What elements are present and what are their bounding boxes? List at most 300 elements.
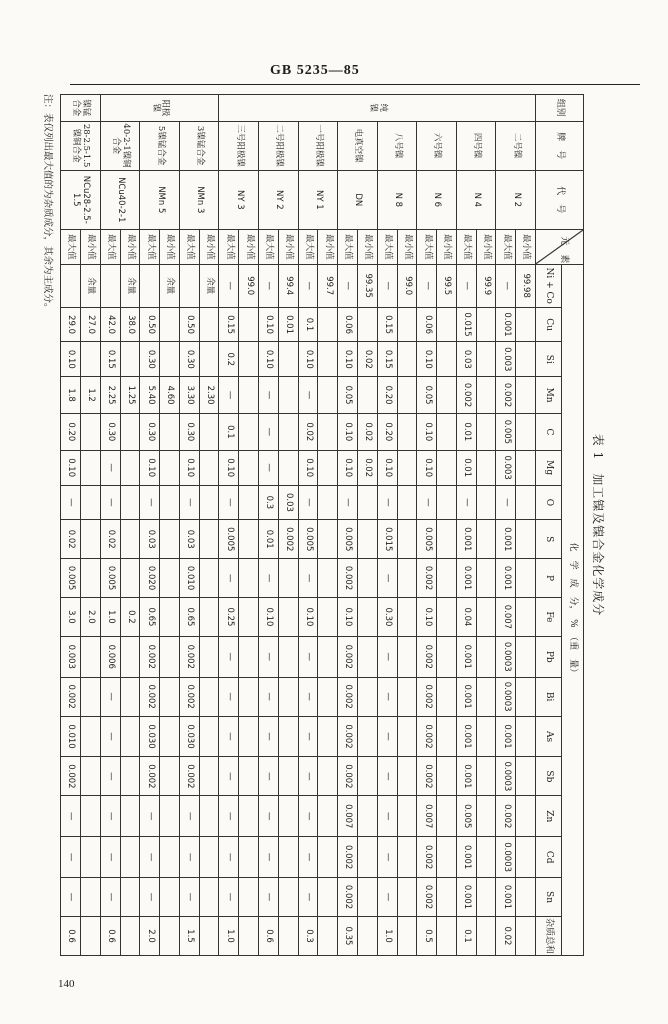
value-cell (81, 485, 101, 520)
value-cell (437, 916, 457, 955)
value-cell (160, 796, 180, 837)
value-cell (120, 450, 140, 485)
value-cell: — (496, 264, 516, 307)
value-cell: — (140, 837, 160, 878)
table-row (120, 95, 140, 956)
value-cell (437, 878, 457, 917)
value-cell (120, 837, 140, 878)
value-cell: 99.0 (239, 264, 259, 307)
column-header: C (536, 413, 562, 450)
table-caption: 表 1 加工镍及镍合金化学成分 (591, 433, 605, 617)
value-cell (239, 307, 259, 342)
value-cell: 0.001 (456, 520, 476, 559)
limit-label: 最小值 (81, 229, 101, 264)
value-cell (476, 377, 496, 414)
value-cell (278, 598, 298, 637)
value-cell (516, 307, 536, 342)
value-cell (239, 413, 259, 450)
value-cell: — (377, 636, 397, 677)
value-cell: — (377, 757, 397, 796)
value-cell (397, 837, 417, 878)
value-cell (81, 796, 101, 837)
code-cell: NY 1 (298, 170, 338, 229)
value-cell (437, 307, 457, 342)
value-cell (239, 342, 259, 377)
grade-cell: 40-2-1镍铜合金 (100, 121, 140, 170)
value-cell: 0.002 (140, 677, 160, 716)
value-cell: 0.020 (140, 559, 160, 598)
limit-label: 最小值 (120, 229, 140, 264)
value-cell: — (219, 677, 239, 716)
value-cell: 0.015 (377, 520, 397, 559)
value-cell: 0.001 (456, 559, 476, 598)
value-cell (199, 677, 219, 716)
value-cell (516, 520, 536, 559)
value-cell: 0.03 (140, 520, 160, 559)
value-cell: — (179, 485, 199, 520)
value-cell: 0.15 (100, 342, 120, 377)
value-cell: — (338, 264, 358, 307)
value-cell: — (219, 716, 239, 757)
value-cell: — (219, 636, 239, 677)
value-cell: — (219, 559, 239, 598)
value-cell (278, 757, 298, 796)
value-cell (397, 450, 417, 485)
value-cell: — (100, 677, 120, 716)
value-cell: — (100, 450, 120, 485)
value-cell (397, 796, 417, 837)
value-cell: — (219, 264, 239, 307)
value-cell: 0.10 (377, 450, 397, 485)
value-cell (278, 796, 298, 837)
value-cell (437, 377, 457, 414)
value-cell: 1.5 (179, 916, 199, 955)
value-cell: 0.002 (179, 636, 199, 677)
value-cell: 0.15 (219, 307, 239, 342)
value-cell: 0.25 (219, 598, 239, 637)
value-cell: 3.0 (61, 598, 81, 637)
value-cell: 0.010 (179, 559, 199, 598)
value-cell (437, 485, 457, 520)
value-cell: — (377, 716, 397, 757)
value-cell (318, 377, 338, 414)
code-cell: N 4 (456, 170, 496, 229)
value-cell: 0.002 (179, 757, 199, 796)
grade-cell: 四号镍 (456, 121, 496, 170)
value-cell (318, 450, 338, 485)
value-cell: 0.10 (417, 450, 437, 485)
value-cell: 0.002 (417, 878, 437, 917)
limit-label: 最小值 (278, 229, 298, 264)
limit-label: 最小值 (318, 229, 338, 264)
value-cell: — (496, 485, 516, 520)
code-cell: NCu28-2.5-1.5 (61, 170, 101, 229)
value-cell (476, 559, 496, 598)
value-cell (516, 677, 536, 716)
value-cell (120, 716, 140, 757)
value-cell (397, 598, 417, 637)
grade-cell: 一号阳极镍 (298, 121, 338, 170)
column-header: S (536, 520, 562, 559)
value-cell: 0.02 (61, 520, 81, 559)
value-cell (476, 307, 496, 342)
value-cell: — (377, 677, 397, 716)
value-cell: 0.002 (338, 559, 358, 598)
value-cell (160, 878, 180, 917)
value-cell (357, 636, 377, 677)
value-cell: 0.002 (417, 636, 437, 677)
value-cell (516, 485, 536, 520)
value-cell: — (259, 559, 279, 598)
value-cell: — (179, 837, 199, 878)
value-cell: 0.002 (417, 677, 437, 716)
value-cell (437, 342, 457, 377)
value-cell (160, 837, 180, 878)
grade-cell: 二号镍 (496, 121, 536, 170)
value-cell (239, 757, 259, 796)
code-cell: NY 3 (219, 170, 259, 229)
value-cell (239, 796, 259, 837)
limit-label: 最小值 (239, 229, 259, 264)
value-cell: 0.002 (496, 377, 516, 414)
value-cell: 0.10 (298, 450, 318, 485)
value-cell (476, 485, 496, 520)
value-cell (100, 264, 120, 307)
limit-label: 最大值 (496, 229, 516, 264)
table-row (239, 95, 259, 956)
value-cell: — (456, 485, 476, 520)
column-header: Zn (536, 796, 562, 837)
value-cell: 0.6 (61, 916, 81, 955)
value-cell: 0.002 (417, 559, 437, 598)
value-cell: — (219, 837, 239, 878)
value-cell: 0.10 (219, 450, 239, 485)
value-cell: 余量 (199, 264, 219, 307)
value-cell: — (219, 757, 239, 796)
value-cell: 0.001 (456, 716, 476, 757)
value-cell (160, 677, 180, 716)
value-cell (476, 520, 496, 559)
value-cell (278, 450, 298, 485)
value-cell: — (100, 757, 120, 796)
limit-label: 最大值 (417, 229, 437, 264)
value-cell (81, 878, 101, 917)
value-cell (397, 413, 417, 450)
value-cell (397, 916, 417, 955)
value-cell (318, 559, 338, 598)
value-cell (318, 757, 338, 796)
value-cell: — (61, 485, 81, 520)
value-cell (239, 636, 259, 677)
value-cell (516, 916, 536, 955)
value-cell: 0.01 (456, 450, 476, 485)
column-header: Si (536, 342, 562, 377)
value-cell: — (259, 413, 279, 450)
value-cell: 0.10 (259, 307, 279, 342)
value-cell: — (259, 837, 279, 878)
value-cell (120, 757, 140, 796)
value-cell: 0.10 (61, 450, 81, 485)
value-cell: 0.1 (219, 413, 239, 450)
value-cell (397, 716, 417, 757)
value-cell (357, 878, 377, 917)
value-cell: 0.30 (140, 413, 160, 450)
value-cell (397, 636, 417, 677)
value-cell (199, 450, 219, 485)
value-cell (476, 342, 496, 377)
value-cell (160, 342, 180, 377)
value-cell: — (298, 757, 318, 796)
code-cell: DN (338, 170, 378, 229)
value-cell: — (259, 450, 279, 485)
value-cell (318, 677, 338, 716)
value-cell: 3.30 (179, 377, 199, 414)
value-cell: 0.001 (496, 878, 516, 917)
limit-label: 最大值 (298, 229, 318, 264)
grade-cell: 三号阳极镍 (219, 121, 259, 170)
value-cell (318, 598, 338, 637)
value-cell (437, 636, 457, 677)
value-cell: — (298, 485, 318, 520)
column-header: Mg (536, 450, 562, 485)
value-cell (278, 559, 298, 598)
grade-cell: 电真空镍 (338, 121, 378, 170)
limit-label: 最大值 (259, 229, 279, 264)
value-cell (160, 757, 180, 796)
grade-cell: 二号阳极镍 (259, 121, 299, 170)
value-cell: — (259, 636, 279, 677)
value-cell: — (179, 796, 199, 837)
value-cell (179, 264, 199, 307)
value-cell: 0.20 (377, 377, 397, 414)
value-cell (318, 636, 338, 677)
value-cell: 0.10 (417, 342, 437, 377)
value-cell: 99.98 (516, 264, 536, 307)
value-cell: 0.02 (357, 413, 377, 450)
value-cell: 0.0003 (496, 757, 516, 796)
value-cell (278, 413, 298, 450)
value-cell: — (100, 837, 120, 878)
value-cell: 0.001 (496, 716, 516, 757)
value-cell: 4.60 (160, 377, 180, 414)
value-cell (239, 837, 259, 878)
value-cell (120, 413, 140, 450)
header-element (536, 229, 584, 264)
limit-label: 最大值 (100, 229, 120, 264)
value-cell: 0.10 (179, 450, 199, 485)
table-row (160, 95, 180, 956)
limit-label: 最大值 (456, 229, 476, 264)
value-cell: 0.3 (259, 485, 279, 520)
value-cell (397, 559, 417, 598)
value-cell (199, 598, 219, 637)
value-cell: 0.002 (179, 677, 199, 716)
value-cell: 余量 (120, 264, 140, 307)
grade-cell: 六号镍 (417, 121, 457, 170)
value-cell: — (61, 796, 81, 837)
value-cell (357, 520, 377, 559)
value-cell: — (298, 837, 318, 878)
value-cell: 0.005 (298, 520, 318, 559)
table-note: 注：表仅列出最大值的为杂质成分，其余为主成分。 (42, 94, 53, 313)
value-cell: 0.1 (456, 916, 476, 955)
table-row (476, 95, 496, 956)
value-cell: — (100, 796, 120, 837)
value-cell (476, 837, 496, 878)
value-cell: 0.10 (417, 598, 437, 637)
value-cell (81, 677, 101, 716)
value-cell: — (298, 796, 318, 837)
value-cell: 0.001 (456, 636, 476, 677)
value-cell: 0.002 (417, 716, 437, 757)
value-cell: 0.0003 (496, 677, 516, 716)
value-cell (397, 520, 417, 559)
column-header: Mn (536, 377, 562, 414)
value-cell (81, 413, 101, 450)
value-cell: — (259, 757, 279, 796)
value-cell: 0.15 (377, 342, 397, 377)
value-cell (278, 342, 298, 377)
value-cell: — (259, 377, 279, 414)
value-cell: 0.10 (259, 598, 279, 637)
grade-cell: 八号镍 (377, 121, 417, 170)
value-cell: 0.030 (179, 716, 199, 757)
value-cell (120, 677, 140, 716)
value-cell (160, 450, 180, 485)
value-cell (199, 837, 219, 878)
value-cell (81, 757, 101, 796)
value-cell: 0.10 (338, 342, 358, 377)
value-cell: — (100, 716, 120, 757)
column-header: Sn (536, 878, 562, 917)
value-cell (516, 342, 536, 377)
header-element-label: 元 素 (558, 236, 569, 264)
value-cell: 0.015 (456, 307, 476, 342)
value-cell: 1.0 (219, 916, 239, 955)
value-cell: 0.02 (298, 413, 318, 450)
value-cell: — (259, 264, 279, 307)
group-cell: 镍锰合金 (61, 95, 101, 122)
value-cell (437, 796, 457, 837)
value-cell (357, 716, 377, 757)
value-cell (199, 520, 219, 559)
limit-label: 最大值 (61, 229, 81, 264)
table-row (397, 95, 417, 956)
table-row (437, 95, 457, 956)
value-cell: 2.0 (81, 598, 101, 637)
value-cell: — (259, 716, 279, 757)
value-cell (278, 377, 298, 414)
value-cell: 0.001 (456, 837, 476, 878)
value-cell (81, 837, 101, 878)
value-cell: — (377, 878, 397, 917)
value-cell (318, 307, 338, 342)
value-cell: 0.002 (456, 377, 476, 414)
value-cell: 2.30 (199, 377, 219, 414)
value-cell: 27.0 (81, 307, 101, 342)
table-row (81, 95, 101, 956)
value-cell: 0.002 (338, 837, 358, 878)
value-cell (357, 796, 377, 837)
value-cell (397, 757, 417, 796)
value-cell (120, 796, 140, 837)
value-cell (199, 878, 219, 917)
value-cell: — (417, 264, 437, 307)
value-cell (476, 598, 496, 637)
value-cell (516, 559, 536, 598)
column-header: As (536, 716, 562, 757)
value-cell: 1.25 (120, 377, 140, 414)
table-row (278, 95, 298, 956)
value-cell: — (61, 837, 81, 878)
value-cell (318, 916, 338, 955)
value-cell (278, 677, 298, 716)
value-cell (239, 598, 259, 637)
value-cell: — (259, 878, 279, 917)
value-cell: 0.06 (417, 307, 437, 342)
value-cell: 0.30 (179, 342, 199, 377)
value-cell (318, 716, 338, 757)
value-cell (120, 520, 140, 559)
standard-code: GB 5235—85 (270, 63, 360, 78)
value-cell (81, 716, 101, 757)
value-cell (160, 413, 180, 450)
value-cell (160, 636, 180, 677)
value-cell: 0.005 (496, 413, 516, 450)
value-cell: 0.30 (179, 413, 199, 450)
value-cell (239, 716, 259, 757)
value-cell: 0.002 (496, 796, 516, 837)
value-cell: 1.8 (61, 377, 81, 414)
value-cell (120, 342, 140, 377)
value-cell: 0.006 (100, 636, 120, 677)
value-cell: 0.01 (259, 520, 279, 559)
limit-label: 最大值 (140, 229, 160, 264)
limit-label: 最小值 (397, 229, 417, 264)
value-cell: 0.005 (456, 796, 476, 837)
value-cell: 0.10 (338, 413, 358, 450)
value-cell: 0.10 (338, 598, 358, 637)
column-header: Fe (536, 598, 562, 637)
value-cell (397, 878, 417, 917)
column-header: Bi (536, 677, 562, 716)
grade-cell: 3镍锰合金 (179, 121, 219, 170)
value-cell: — (259, 677, 279, 716)
value-cell (516, 878, 536, 917)
code-cell: NCu40-2-1 (100, 170, 140, 229)
value-cell (81, 450, 101, 485)
value-cell: 2.0 (140, 916, 160, 955)
value-cell: 0.10 (338, 450, 358, 485)
limit-label: 最小值 (357, 229, 377, 264)
value-cell (199, 757, 219, 796)
value-cell (318, 520, 338, 559)
value-cell: — (100, 878, 120, 917)
value-cell: 0.003 (61, 636, 81, 677)
value-cell: 0.0003 (496, 636, 516, 677)
value-cell (516, 413, 536, 450)
value-cell (160, 559, 180, 598)
value-cell: 0.10 (140, 450, 160, 485)
value-cell: 0.01 (456, 413, 476, 450)
value-cell: 0.001 (496, 307, 516, 342)
value-cell: — (417, 485, 437, 520)
value-cell: 0.03 (456, 342, 476, 377)
value-cell: 余量 (81, 264, 101, 307)
value-cell (61, 264, 81, 307)
limit-label: 最小值 (516, 229, 536, 264)
value-cell (160, 307, 180, 342)
